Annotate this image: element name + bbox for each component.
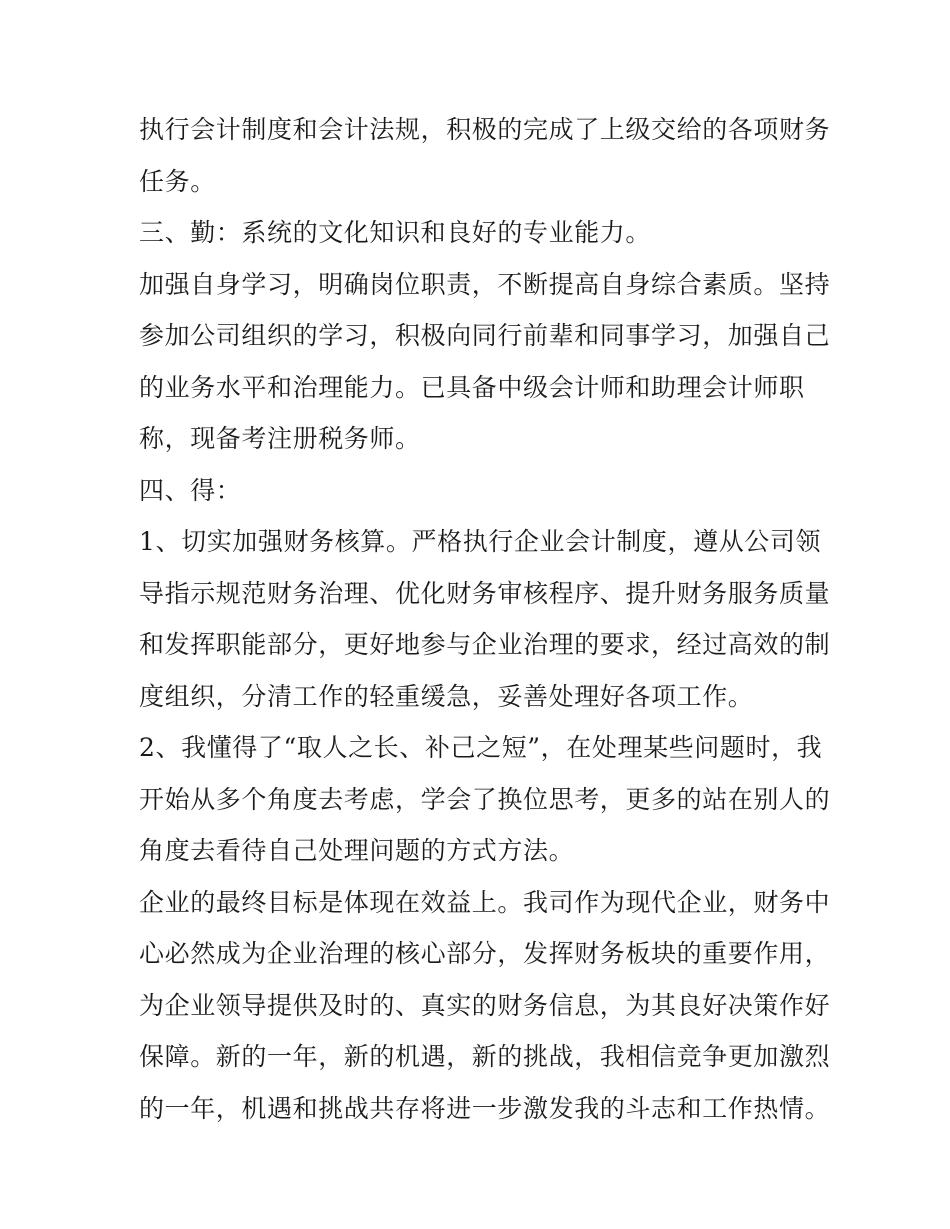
document-body bbox=[139, 104, 831, 1134]
text-line: 和发挥职能部分，更好地参与企业治理的要求，经过高效的制 bbox=[139, 630, 831, 659]
text-line: 2、我懂得了“取人之长、补己之短”，在处理某些问题时，我 bbox=[139, 733, 823, 762]
section-heading: 四、得： bbox=[139, 475, 242, 505]
text-line: 执行会计制度和会计法规，积极的完成了上级交给的各项财务 bbox=[139, 115, 831, 144]
text-line: 度组织，分清工作的轻重缓急，妥善处理好各项工作。 bbox=[139, 681, 754, 711]
text-line: 1、切实加强财务核算。严格执行企业会计制度，遵从公司领 bbox=[139, 527, 822, 556]
text-line: 为企业领导提供及时的、真实的财务信息，为其良好决策作好 bbox=[139, 990, 831, 1020]
text-line: 开始从多个角度去考虑，学会了换位思考，更多的站在别人的 bbox=[139, 784, 831, 814]
text-line: 的业务水平和治理能力。已具备中级会计师和助理会计师职 bbox=[139, 372, 805, 402]
text-line: 的一年，机遇和挑战共存将进一步激发我的斗志和工作热情。 bbox=[139, 1093, 831, 1123]
section-heading: 三、勤：系统的文化知识和良好的专业能力。 bbox=[139, 218, 652, 247]
text-line: 企业的最终目标是体现在效益上。我司作为现代企业，财务中 bbox=[139, 887, 831, 917]
text-line: 导指示规范财务治理、优化财务审核程序、提升财务服务质量 bbox=[139, 578, 831, 608]
text-line: 任务。 bbox=[139, 166, 216, 196]
text-line: 保障。新的一年，新的机遇，新的挑战，我相信竞争更加激烈 bbox=[139, 1042, 831, 1071]
text-line: 加强自身学习，明确岗位职责，不断提高自身综合素质。坚持 bbox=[139, 269, 831, 299]
text-line: 称，现备考注册税务师。 bbox=[139, 424, 421, 453]
text-line: 心必然成为企业治理的核心部分，发挥财务板块的重要作用， bbox=[139, 939, 831, 968]
text-line: 角度去看待自己处理问题的方式方法。 bbox=[139, 836, 575, 865]
text-line: 参加公司组织的学习，积极向同行前辈和同事学习，加强自己 bbox=[139, 321, 831, 350]
